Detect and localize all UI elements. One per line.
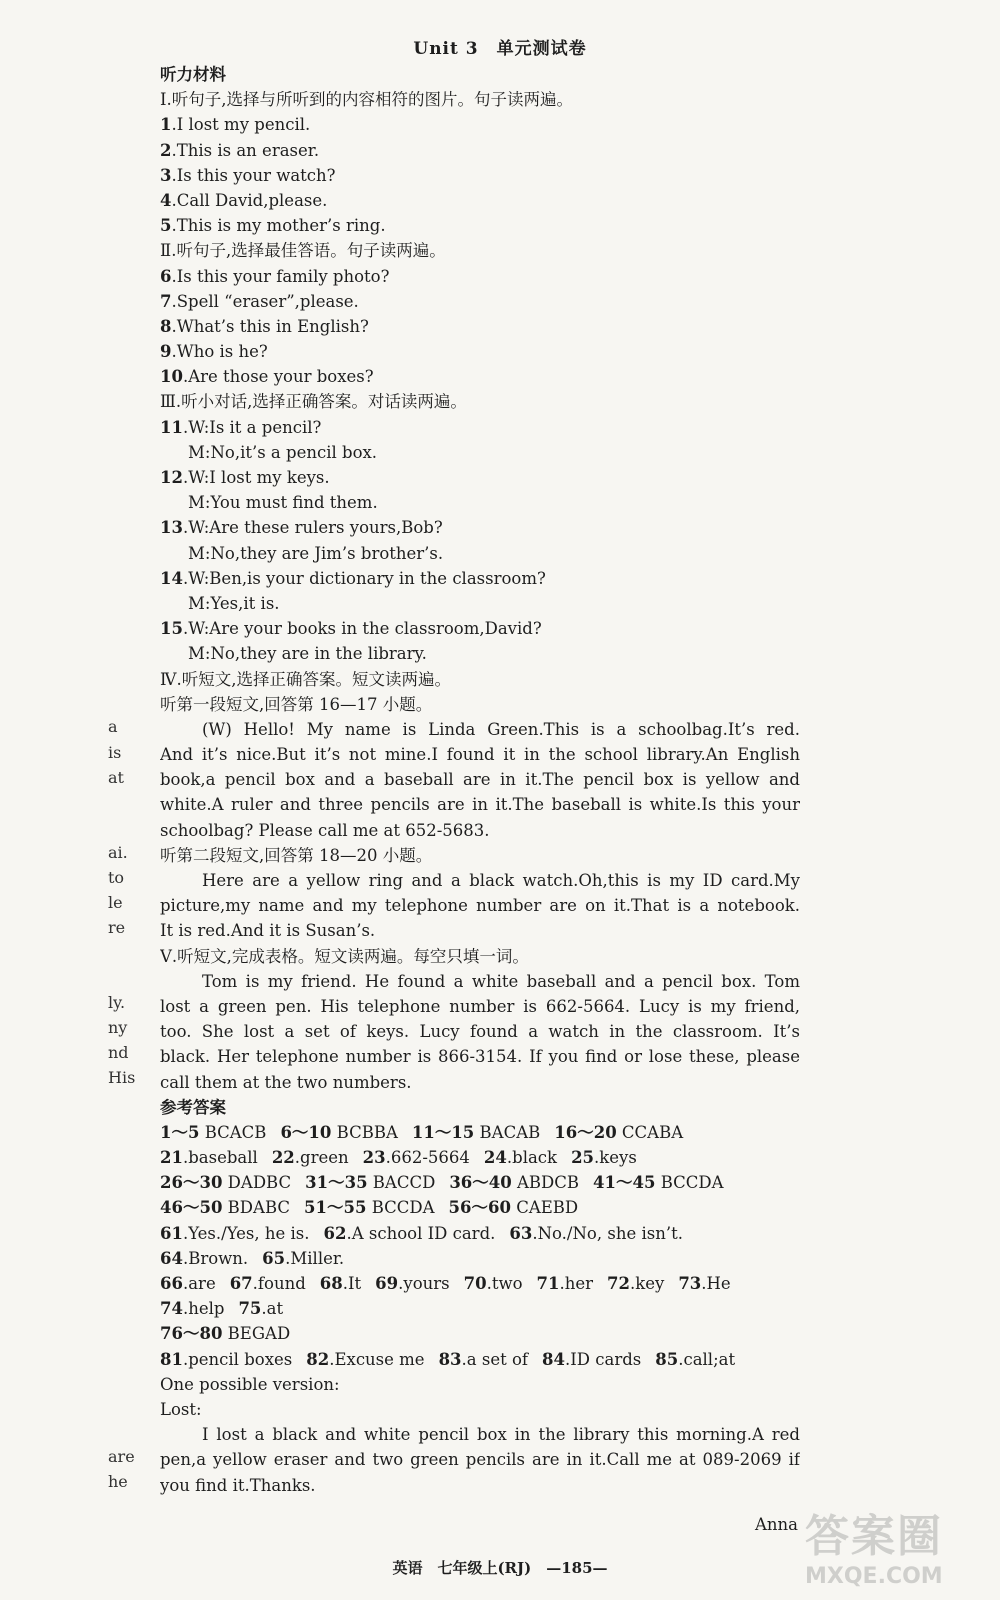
text-line: [160, 944, 800, 969]
text-line: [160, 1447, 800, 1472]
text-line: [160, 767, 800, 792]
answer-item: [449, 1173, 579, 1192]
answer-number: 76～80: [160, 1324, 223, 1344]
answer-number: 21: [160, 1148, 183, 1168]
answer-text: BCACB: [199, 1122, 267, 1142]
answer-text: BCCDA: [655, 1173, 724, 1193]
answer-number: 75: [238, 1299, 262, 1319]
answer-item: [238, 1299, 283, 1318]
item-number: 2: [160, 140, 172, 160]
answer-number: 36～40: [449, 1173, 512, 1193]
answer-number: 61: [160, 1223, 183, 1243]
answer-number: 85: [655, 1349, 679, 1369]
answer-text: .help: [182, 1299, 225, 1319]
answer-item: [509, 1224, 683, 1243]
answer-text: .No./No, she isn’t.: [532, 1223, 683, 1243]
answer-number: 46～50: [160, 1198, 223, 1218]
answer-item: [280, 1123, 397, 1142]
signature: Anna: [754, 1515, 798, 1534]
line-text: M:You must find them.: [188, 493, 378, 513]
margin-fragment: ai.: [108, 843, 128, 862]
item-number: 6: [160, 266, 172, 286]
answer-number: 83: [438, 1349, 462, 1369]
document-body: [160, 62, 800, 1498]
line-text: .Are those your boxes?: [182, 367, 374, 387]
margin-fragment: re: [108, 918, 126, 937]
answer-item: [375, 1274, 449, 1293]
line-text: M:No,it’s a pencil box.: [188, 442, 378, 462]
text-line: [160, 1019, 800, 1044]
line-text: Ⅳ.听短文,选择正确答案。短文读两遍。: [160, 669, 451, 689]
answer-item: [230, 1274, 306, 1293]
text-line: [160, 742, 800, 767]
text-line: [160, 289, 800, 314]
answer-text: BDABC: [222, 1198, 291, 1218]
line-text: M:No,they are in the library.: [188, 644, 427, 664]
line-text: .Spell “eraser”,please.: [171, 291, 359, 311]
answer-item: [160, 1198, 290, 1217]
line-text: .W:Ben,is your dictionary in the classroom?: [182, 568, 546, 588]
answer-number: 68: [319, 1274, 343, 1293]
margin-fragment: ly.: [108, 993, 126, 1012]
margin-fragment: le: [108, 893, 123, 912]
answer-text: .found: [252, 1274, 306, 1293]
line-text: Ⅰ.听句子,选择与所听到的内容相符的图片。句子读两遍。: [160, 90, 574, 110]
text-line: [160, 667, 800, 692]
line-text: lost a green pen. His telephone number is 662-5664. Lucy is my friend,: [160, 996, 800, 1016]
answer-item: [160, 1274, 216, 1293]
line-text: .W:Are these rulers yours,Bob?: [182, 518, 443, 538]
answer-item: [160, 1324, 290, 1343]
text-line: [160, 264, 800, 289]
line-text: Here are a yellow ring and a black watch.Oh,this is my ID card.My: [202, 871, 800, 890]
text-line: [160, 1044, 800, 1069]
item-number: 9: [160, 342, 172, 362]
answer-text: BCCDA: [366, 1198, 435, 1218]
answer-number: 6～10: [280, 1122, 332, 1142]
answer-item: [484, 1148, 557, 1167]
line-text: .This is my mother’s ring.: [171, 216, 386, 236]
page-footer: 英语 七年级上(RJ) —185—: [392, 1559, 608, 1577]
answer-text: .green: [294, 1148, 349, 1168]
text-line: [160, 1070, 800, 1095]
text-line: [160, 792, 800, 817]
text-line: [160, 188, 800, 213]
margin-fragment: a: [108, 717, 118, 736]
text-line: [160, 415, 800, 440]
text-line: [160, 541, 800, 566]
answer-number: 66: [160, 1274, 183, 1293]
answer-line: [160, 1221, 800, 1246]
answer-number: 24: [483, 1148, 507, 1168]
line-text: Lost:: [160, 1399, 202, 1419]
answer-number: 51～55: [304, 1198, 367, 1218]
line-text: .Who is he?: [171, 342, 268, 362]
answer-item: [607, 1274, 664, 1293]
text-line: [160, 213, 800, 238]
answer-item: [306, 1350, 424, 1369]
answer-item: [542, 1350, 641, 1369]
line-text: .Call David,please.: [171, 190, 328, 210]
answer-number: 73: [678, 1274, 702, 1293]
answer-line: [160, 1347, 800, 1372]
answer-text: CAEBD: [510, 1198, 579, 1218]
item-number: 10: [160, 367, 183, 387]
line-text: you find it.Thanks.: [160, 1475, 316, 1495]
answer-text: .yours: [398, 1274, 450, 1293]
line-text: .This is an eraser.: [171, 140, 320, 160]
item-number: 12: [160, 468, 183, 487]
item-number: 13: [160, 518, 183, 538]
answer-line: [160, 1321, 800, 1346]
answer-item: [464, 1274, 523, 1293]
line-text: book,a pencil box and a baseball are in it.The pencil box is yellow and: [160, 770, 800, 790]
text-line: [160, 717, 800, 742]
answer-number: 16～20: [554, 1122, 617, 1142]
answer-text: .pencil boxes: [182, 1349, 293, 1369]
line-text: schoolbag? Please call me at 652-5683.: [160, 820, 490, 840]
answer-item: [363, 1148, 470, 1167]
margin-fragment: are: [108, 1447, 135, 1466]
item-number: 14: [160, 568, 183, 588]
answer-text: DADBC: [222, 1173, 292, 1193]
line-text: M:No,they are Jim’s brother’s.: [188, 543, 444, 563]
answer-text: BACAB: [474, 1122, 541, 1142]
answer-text: BEGAD: [222, 1324, 291, 1344]
answer-item: [160, 1148, 258, 1167]
answer-text: .It: [342, 1274, 362, 1293]
answer-line: [160, 1271, 800, 1296]
margin-fragment: is: [108, 743, 122, 762]
text-line: [160, 238, 800, 263]
answer-text: .662-5664: [385, 1148, 470, 1168]
line-text: .Is this your family photo?: [171, 266, 390, 286]
answer-number: 81: [160, 1349, 183, 1369]
answer-number: 70: [463, 1274, 487, 1293]
answer-line: [160, 1246, 800, 1271]
text-line: [160, 465, 800, 490]
line-text: .I lost my pencil.: [171, 115, 311, 135]
line-text: white.A ruler and three pencils are in it.The baseball is white.Is this your: [160, 795, 800, 815]
text-line: [160, 969, 800, 994]
answer-text: .key: [629, 1274, 665, 1293]
answer-text: .He: [701, 1274, 731, 1293]
answer-text: .baseball: [182, 1148, 258, 1168]
watermark-en: MXQE.COM: [805, 1564, 943, 1589]
text-line: [160, 490, 800, 515]
item-number: 7: [160, 291, 172, 311]
watermark-logo: [805, 1500, 995, 1590]
margin-fragment: at: [108, 768, 124, 787]
answer-item: [160, 1350, 292, 1369]
answer-number: 82: [306, 1349, 330, 1369]
answer-item: [160, 1299, 224, 1318]
text-line: [160, 692, 800, 717]
line-text: Ⅴ.听短文,完成表格。短文读两遍。每空只填一词。: [160, 946, 529, 966]
margin-fragment: nd: [108, 1043, 129, 1062]
answer-text: .her: [559, 1274, 594, 1293]
item-number: 5: [160, 216, 172, 236]
line-text: Ⅲ.听小对话,选择正确答案。对话读两遍。: [160, 392, 467, 412]
answer-number: 26～30: [160, 1173, 223, 1193]
margin-fragment: to: [108, 868, 125, 887]
answer-item: [412, 1123, 540, 1142]
answer-item: [593, 1173, 724, 1192]
answer-text: .two: [486, 1274, 523, 1293]
line-text: .W:I lost my keys.: [182, 468, 330, 487]
text-line: [160, 994, 800, 1019]
answer-item: [655, 1350, 735, 1369]
line-text: black. Her telephone number is 866-3154. If you find or lose these, please: [160, 1047, 800, 1067]
answer-text: .Brown.: [182, 1248, 249, 1268]
line-text: One possible version:: [160, 1374, 340, 1394]
margin-fragment: ny: [108, 1018, 128, 1037]
answer-item: [449, 1198, 579, 1217]
item-number: 4: [160, 190, 172, 210]
answer-line: [160, 1195, 800, 1220]
answer-item: [304, 1198, 435, 1217]
item-number: 3: [160, 165, 172, 185]
answer-number: 64: [160, 1248, 183, 1268]
line-text: pen,a yellow eraser and two green pencils are in it.Call me at 089-2069 if: [160, 1450, 800, 1470]
answer-text: CCABA: [616, 1122, 684, 1142]
text-line: [160, 1095, 800, 1120]
item-number: 15: [160, 619, 183, 639]
line-text: picture,my name and my telephone number are on it.That is a notebook.: [160, 896, 800, 916]
text-line: [160, 515, 800, 540]
answer-number: 63: [509, 1223, 533, 1243]
answer-number: 84: [542, 1349, 565, 1369]
text-line: [160, 339, 800, 364]
answer-text: .ID cards: [565, 1349, 642, 1369]
line-text: .W:Are your books in the classroom,David?: [182, 619, 542, 639]
answer-item: [272, 1148, 349, 1167]
text-line: [160, 566, 800, 591]
text-line: [160, 843, 800, 868]
text-line: [160, 1473, 800, 1498]
margin-fragment: he: [108, 1472, 128, 1491]
answer-number: 25: [571, 1148, 595, 1168]
item-number: 8: [160, 316, 172, 336]
text-line: [160, 389, 800, 414]
line-text: 听力材料: [160, 65, 226, 84]
line-text: 参考答案: [160, 1097, 226, 1117]
answer-text: .Miller.: [285, 1248, 345, 1268]
answer-text: BCBBA: [331, 1122, 398, 1142]
line-text: .W:Is it a pencil?: [182, 417, 322, 437]
text-line: [160, 591, 800, 616]
answer-number: 65: [262, 1248, 286, 1268]
answer-item: [678, 1274, 730, 1293]
line-text: I lost a black and white pencil box in the library this morning.A red: [202, 1425, 800, 1445]
line-text: M:Yes,it is.: [188, 593, 280, 613]
item-number: 1: [160, 115, 172, 135]
answer-number: 72: [607, 1274, 630, 1293]
answer-text: .are: [182, 1274, 216, 1293]
answer-number: 41～45: [593, 1173, 656, 1193]
line-text: call them at the two numbers.: [160, 1072, 412, 1092]
text-line: [160, 138, 800, 163]
answer-text: .at: [261, 1299, 284, 1319]
answer-text: ABDCB: [511, 1173, 580, 1193]
line-text: Ⅱ.听句子,选择最佳答语。句子读两遍。: [160, 241, 446, 261]
answer-item: [439, 1350, 528, 1369]
text-line: [160, 868, 800, 893]
answer-number: 74: [160, 1299, 183, 1319]
line-text: .Is this your watch?: [171, 165, 336, 185]
answer-line: [160, 1145, 800, 1170]
line-text: .What’s this in English?: [171, 316, 369, 336]
answer-item: [305, 1173, 435, 1192]
page-title: Unit 3 单元测试卷: [413, 39, 587, 59]
answer-number: 31～35: [305, 1173, 368, 1193]
answer-number: 69: [375, 1274, 399, 1293]
text-line: [160, 112, 800, 137]
line-text: It is red.And it is Susan’s.: [160, 921, 376, 941]
text-line: [160, 818, 800, 843]
answer-number: 11～15: [411, 1122, 475, 1142]
line-text: too. She lost a set of keys. Lucy found a watch in the classroom. It’s: [160, 1022, 800, 1042]
answer-item: [160, 1173, 291, 1192]
line-text: Tom is my friend. He found a white baseball and a pencil box. Tom: [202, 971, 800, 991]
answer-item: [160, 1123, 266, 1142]
text-line: [160, 314, 800, 339]
answer-item: [554, 1123, 683, 1142]
text-line: [160, 893, 800, 918]
answer-text: .Excuse me: [329, 1349, 425, 1369]
text-line: [160, 163, 800, 188]
answer-number: 22: [271, 1148, 295, 1168]
answer-number: 62: [323, 1223, 347, 1243]
text-line: [160, 641, 800, 666]
text-line: [160, 918, 800, 943]
answer-item: [160, 1224, 310, 1243]
text-line: [160, 440, 800, 465]
line-text: 听第二段短文,回答第 18—20 小题。: [160, 845, 433, 865]
text-line: [160, 1422, 800, 1447]
answer-item: [571, 1148, 637, 1167]
line-text: (W) Hello! My name is Linda Green.This is a schoolbag.It’s red.: [202, 719, 800, 739]
answer-text: .a set of: [461, 1349, 529, 1369]
answer-item: [160, 1249, 248, 1268]
answer-line: [160, 1296, 800, 1321]
answer-text: .black: [506, 1148, 558, 1168]
answer-item: [320, 1274, 361, 1293]
answer-number: 1～5: [160, 1122, 200, 1142]
answer-item: [262, 1249, 344, 1268]
line-text: 听第一段短文,回答第 16—17 小题。: [160, 694, 433, 714]
answer-number: 23: [362, 1148, 386, 1168]
text-line: [160, 616, 800, 641]
text-line: [160, 1372, 800, 1397]
answer-text: .A school ID card.: [346, 1223, 496, 1243]
item-number: 11: [160, 417, 183, 437]
answer-number: 71: [536, 1274, 560, 1293]
text-line: [160, 364, 800, 389]
text-line: [160, 1397, 800, 1422]
answer-text: BACCD: [367, 1173, 436, 1193]
answer-item: [537, 1274, 594, 1293]
answer-item: [324, 1224, 496, 1243]
answer-text: .Yes./Yes, he is.: [182, 1223, 310, 1243]
line-text: And it’s nice.But it’s not mine.I found it in the school library.An English: [160, 745, 800, 765]
margin-fragment: His: [108, 1068, 136, 1087]
answer-number: 56～60: [448, 1198, 511, 1218]
answer-line: [160, 1120, 800, 1145]
answer-text: .keys: [594, 1148, 637, 1168]
text-line: [160, 87, 800, 112]
answer-line: [160, 1170, 800, 1195]
text-line: [160, 62, 800, 87]
watermark-cn: 答案圈: [805, 1511, 943, 1562]
answer-number: 67: [229, 1274, 253, 1293]
answer-text: .call;at: [678, 1349, 736, 1369]
